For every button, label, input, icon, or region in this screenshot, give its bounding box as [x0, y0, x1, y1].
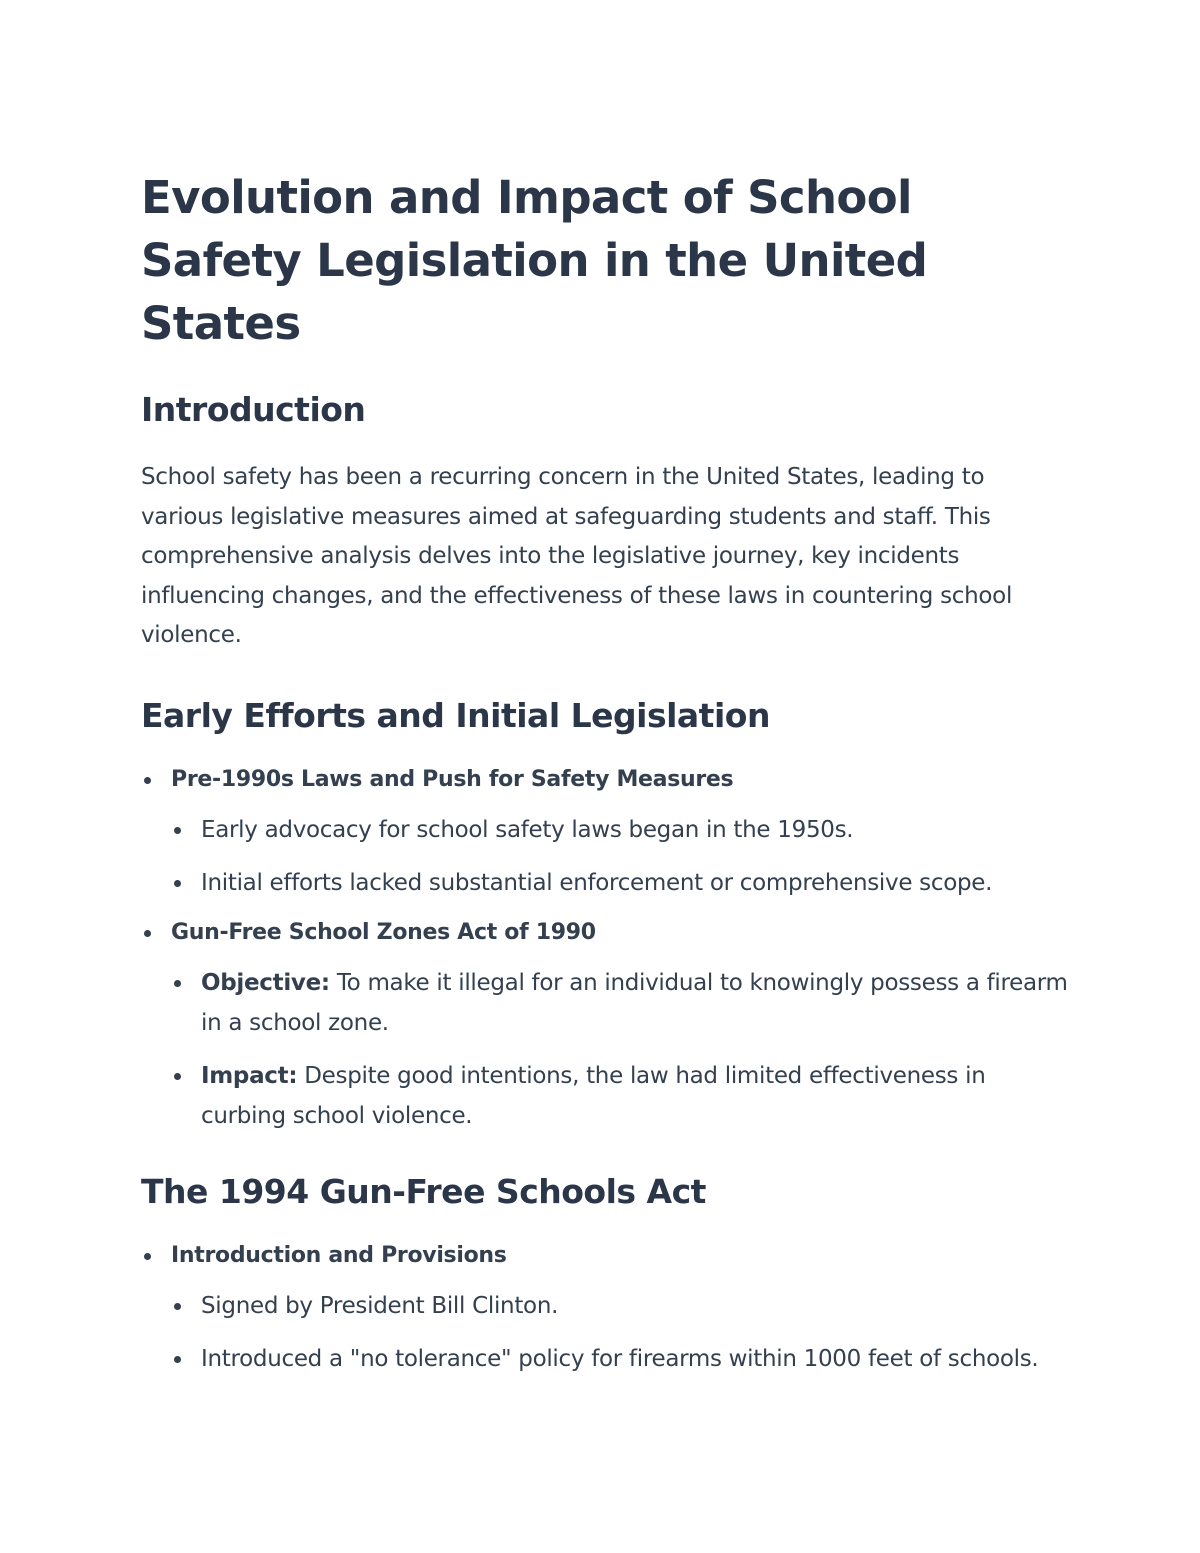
- sub-list-item: [171, 1056, 1071, 1136]
- sub-list-item-text: Introduced a "no tolerance" policy for firearms within 1000 feet of schools.: [201, 1345, 1039, 1372]
- sub-list-item: [171, 1339, 1071, 1379]
- document-title: Evolution and Impact of School Safety Legislation in the United States: [141, 171, 928, 350]
- bullet-icon: [174, 1073, 181, 1080]
- section-heading-1994-act: The 1994 Gun-Free Schools Act: [141, 1171, 706, 1211]
- list-item-label: Gun-Free School Zones Act of 1990: [171, 919, 596, 945]
- bullet-icon: [174, 1356, 181, 1363]
- list-item-label: Pre-1990s Laws and Push for Safety Measures: [171, 766, 734, 792]
- sub-list-item-label: Objective:: [201, 969, 330, 996]
- sub-list-item: [171, 963, 1071, 1043]
- sub-list: [171, 963, 1071, 1136]
- list-item: [141, 913, 1071, 1136]
- bullet-icon: [174, 1303, 181, 1310]
- sub-list-item-text: To make it illegal for an individual to knowingly possess a firearm in a school zone.: [201, 969, 1068, 1036]
- bullet-icon: [174, 980, 181, 987]
- sub-list-item-text: Signed by President Bill Clinton.: [201, 1292, 559, 1319]
- bullet-icon: [144, 1253, 151, 1260]
- sub-list-item-label: Impact:: [201, 1062, 298, 1089]
- sub-list-item-text: Early advocacy for school safety laws began in the 1950s.: [201, 816, 854, 843]
- sub-list-item-text: Despite good intentions, the law had limited effectiveness in curbing school violence.: [201, 1062, 986, 1129]
- sub-list: [171, 1286, 1071, 1379]
- list-item: [141, 760, 1071, 903]
- sub-list-item-text: Initial efforts lacked substantial enforcement or comprehensive scope.: [201, 869, 993, 896]
- act-1994-list: [141, 1236, 1071, 1379]
- early-efforts-list: [141, 760, 1071, 1136]
- sub-list-item: [171, 1286, 1071, 1326]
- section-heading-early-efforts: Early Efforts and Initial Legislation: [141, 695, 770, 735]
- sub-list-item: [171, 863, 1071, 903]
- bullet-icon: [174, 880, 181, 887]
- list-item-label: Introduction and Provisions: [171, 1242, 507, 1268]
- sub-list-item: [171, 810, 1071, 850]
- bullet-icon: [144, 777, 151, 784]
- bullet-icon: [174, 827, 181, 834]
- sub-list: [171, 810, 1071, 903]
- list-item: [141, 1236, 1071, 1379]
- document-page: [141, 166, 1071, 1379]
- section-heading-introduction: Introduction: [141, 390, 366, 429]
- bullet-icon: [144, 930, 151, 937]
- introduction-paragraph: School safety has been a recurring concern in the United States, leading to various legislative measures aimed at safeguarding students and staff. This comprehensive analysis delves into the legislative journey, key incidents influencing changes, and the effectiveness of these laws in countering school violence.: [141, 464, 1013, 648]
